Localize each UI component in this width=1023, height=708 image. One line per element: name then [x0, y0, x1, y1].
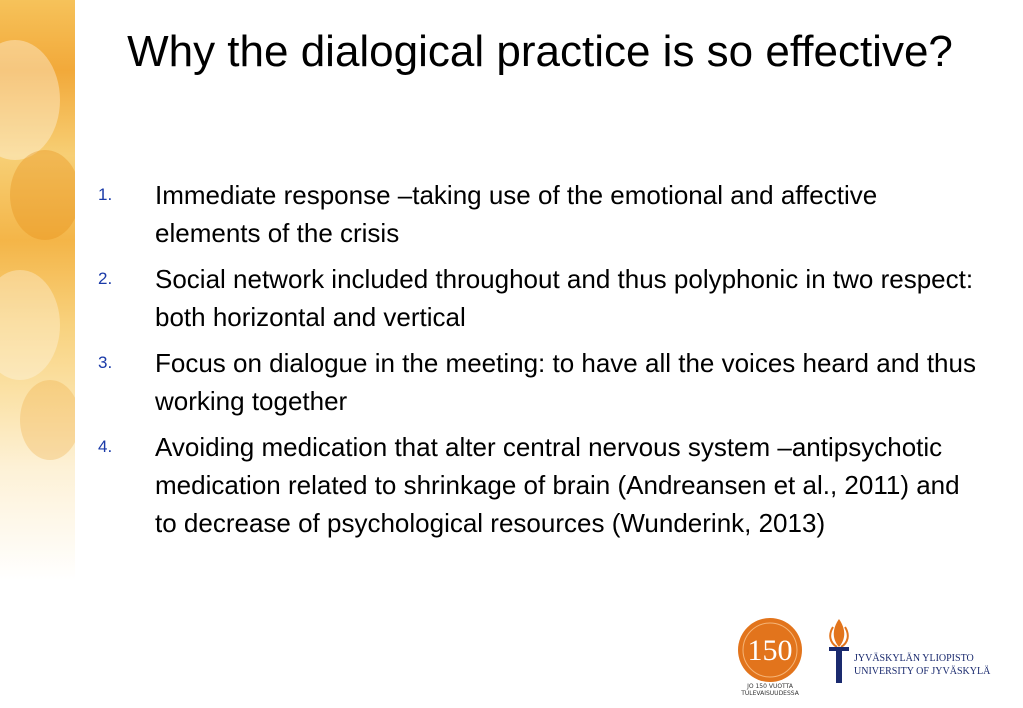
list-item [98, 260, 978, 336]
torch-icon [824, 617, 854, 687]
anniversary-logo [733, 617, 807, 697]
list-item [98, 428, 978, 542]
list-item-number: 2. [98, 269, 113, 288]
decorative-side-art [0, 0, 75, 708]
anniversary-number: 150 [747, 634, 793, 667]
numbered-list [98, 176, 978, 550]
list-item-number: 4. [98, 437, 113, 456]
university-logo [820, 615, 1020, 695]
list-item-text: Social network included throughout and thus polyphonic in two respect: both horizontal and vertical [155, 264, 974, 332]
slide-title: Why the dialogical practice is so effective? [127, 27, 953, 76]
list-item-number: 3. [98, 353, 113, 372]
list-item [98, 344, 978, 420]
list-item-text: Focus on dialogue in the meeting: to have all the voices heard and thus working together [155, 348, 976, 416]
list-item [98, 176, 978, 252]
anniversary-150-icon [733, 617, 807, 683]
university-name-en: UNIVERSITY OF JYVÄSKYLÄ [854, 666, 991, 677]
anniversary-caption: JO 150 VUOTTA TULEVAISUUDESSA [741, 683, 799, 697]
list-item-text: Avoiding medication that alter central nervous system –antipsychotic medication related to shrinkage of brain (Andreansen et al., 2011) and to decrease of psychological resources (Wunderink, 2013) [155, 432, 960, 538]
list-item-number: 1. [98, 185, 113, 204]
university-name-fi: JYVÄSKYLÄN YLIOPISTO [854, 653, 974, 664]
list-item-text: Immediate response –taking use of the emotional and affective elements of the crisis [155, 180, 878, 248]
